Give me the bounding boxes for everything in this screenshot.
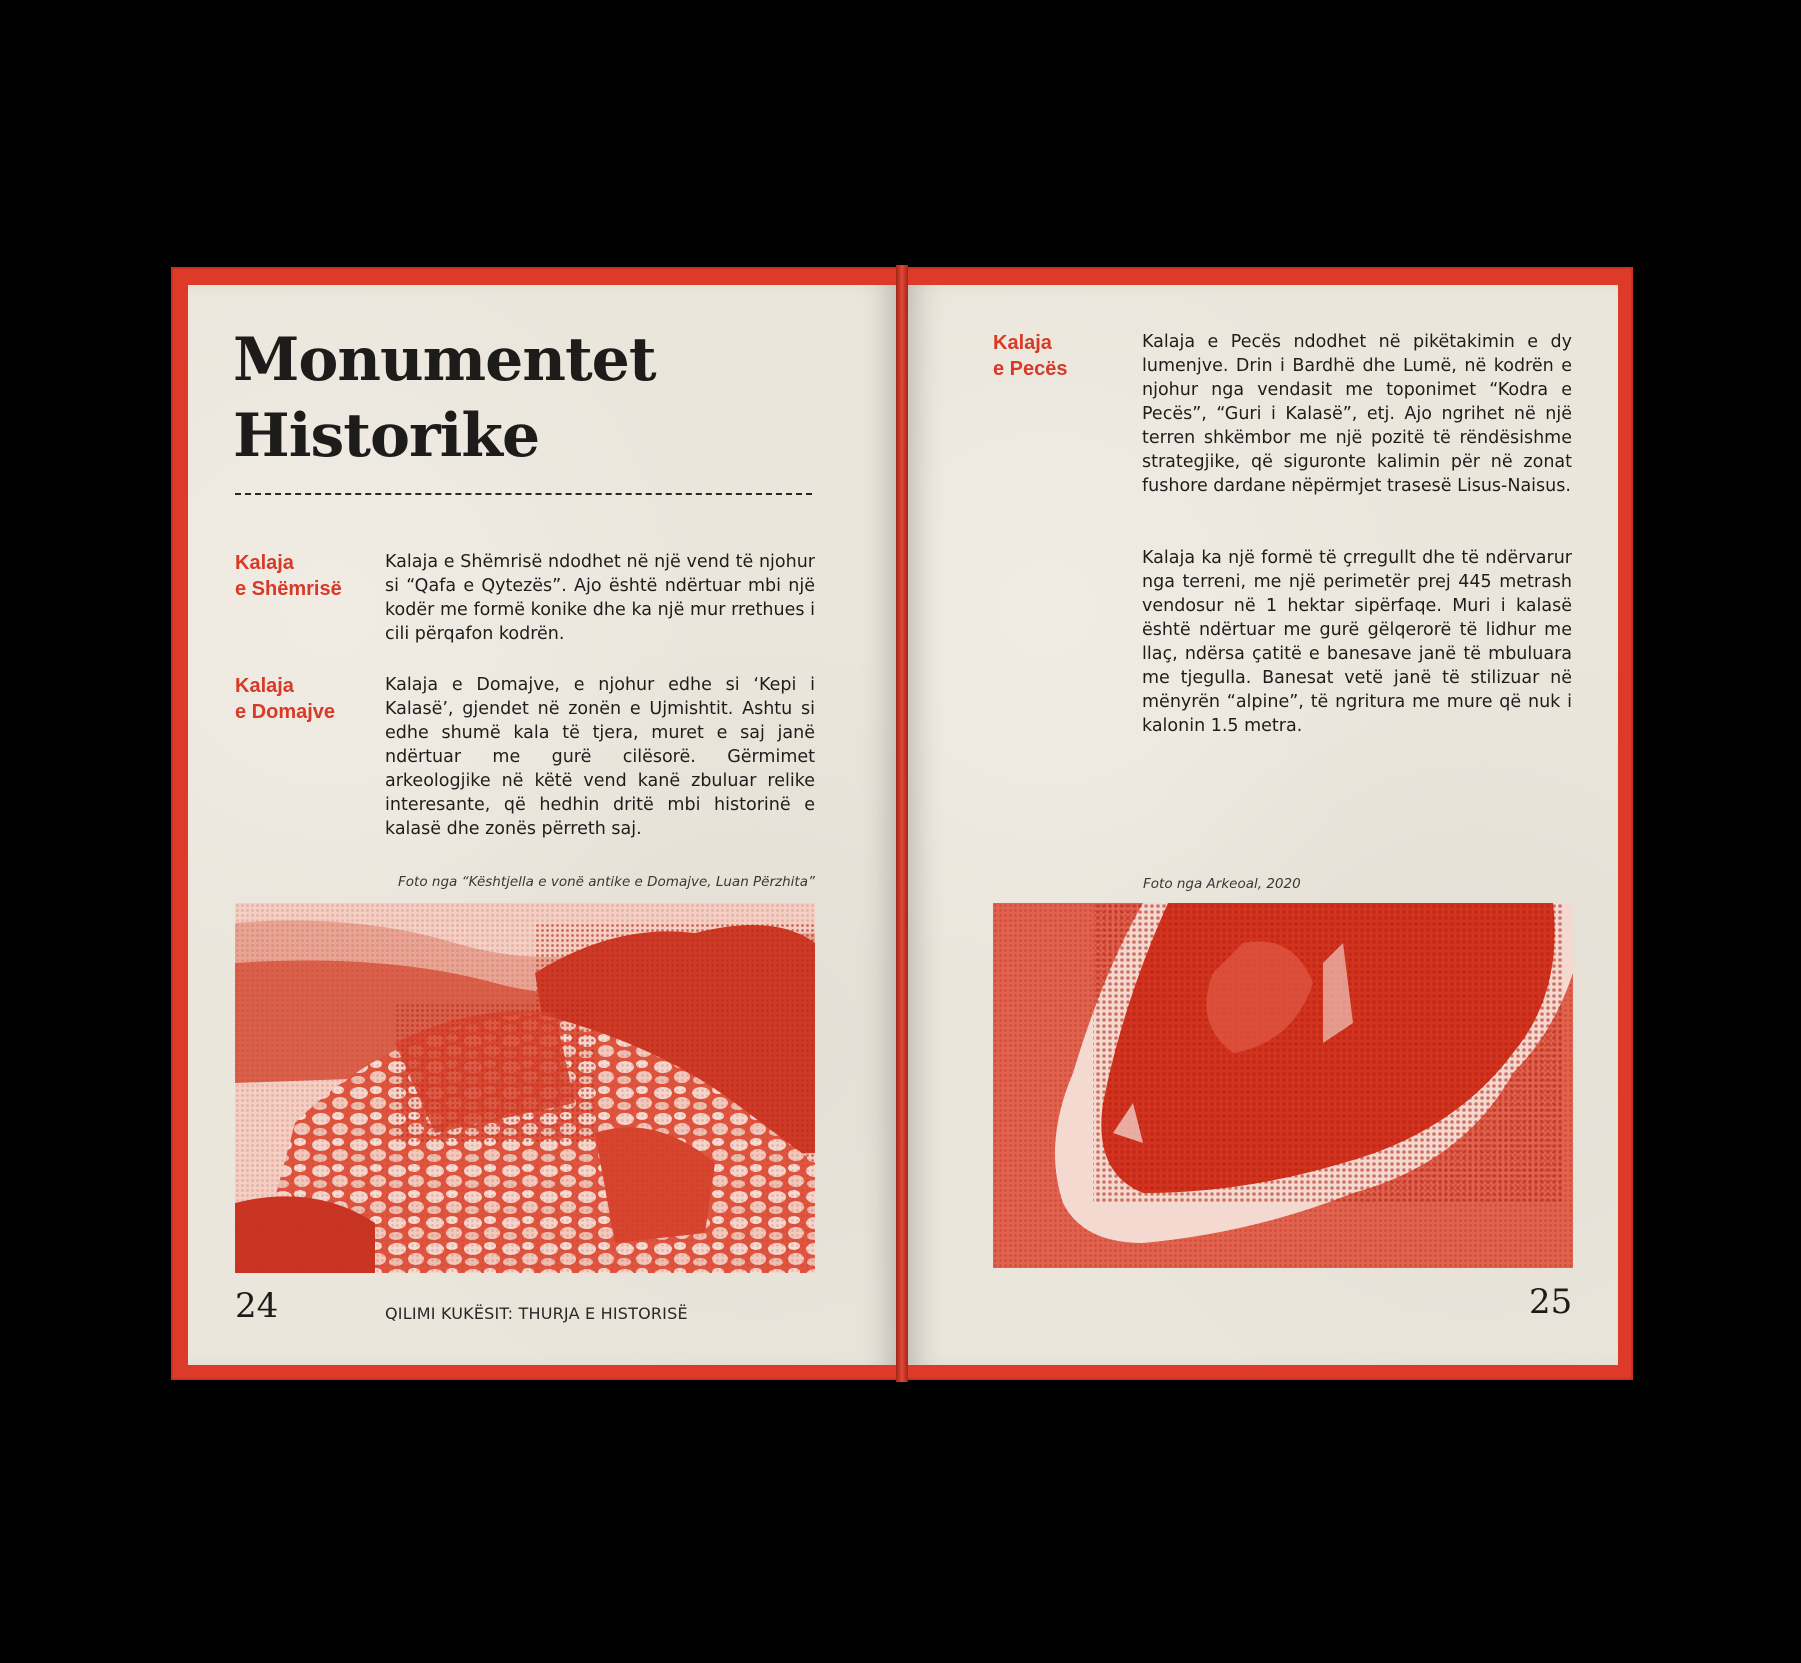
title-line-1: Monumentet xyxy=(233,325,656,395)
ruins-illustration xyxy=(235,903,815,1273)
section-text-peces-1: Kalaja e Pecës ndodhet në pikëtakimin e dy lumenjve. Drin i Bardhë dhe Lumë, në kodrën e njohur nga vendasit me toponimet “Kodra e Pecës”, “Guri i Kalasë”, etj. Ajo ngrihet në një terren shkëmbor me një pozitë të rëndësishme strategjike, që siguronte kalimin për në zonat fushore dardane nëpërmjet trasesë Lisus-Naisus. xyxy=(1142,332,1572,496)
page-number-right: 25 xyxy=(1529,1282,1573,1322)
aerial-hill-illustration xyxy=(993,903,1573,1268)
title-line-2: Historike xyxy=(233,401,540,471)
running-title: QILIMI KUKËSIT: THURJA E HISTORISË xyxy=(385,1304,688,1323)
section-heading-peces: Kalaja e Pecës xyxy=(993,332,1068,380)
section-heading-shemrise: Kalaja e Shëmrisë xyxy=(235,552,342,600)
photo-caption-left: Foto nga “Kështjella e vonë antike e Domajve, Luan Përzhita” xyxy=(398,874,815,890)
photo-domajve-ruins xyxy=(235,903,815,1273)
photo-caption-right: Foto nga Arkeoal, 2020 xyxy=(1143,876,1301,892)
photo-peces-aerial xyxy=(993,903,1573,1268)
section-text-domajve: Kalaja e Domajve, e njohur edhe si ‘Kepi i Kalasë’, gjendet në zonën e Ujmishtit. Ashtu si edhe shumë kala të tjera, muret e saj janë ndërtuar me gurë cilësorë. Gërmimet arkeologjike në këtë vend kanë zbuluar relike interesante, që hedhin dritë mbi historinë e kalasë dhe zonës përreth saj. xyxy=(385,675,815,839)
section-text-peces-2: Kalaja ka një formë të çrregullt dhe të ndërvarur nga terreni, me një perimetër prej 445 metrash vendosur në 1 hektar sipërfaqe. Muri i kalasë është ndërtuar me gurë gëlqerorë të lidhur me llaç, ndërsa çatitë e banesave janë të mbuluara me tjegulla. Banesat vetë janë të stilizuar në mënyrën “alpine”, të ngritura me mure që nuk i kalonin 1.5 metra. xyxy=(1142,548,1572,736)
dashed-divider xyxy=(235,493,812,495)
book-spine xyxy=(896,265,908,1382)
section-text-shemrise: Kalaja e Shëmrisë ndodhet në një vend të njohur si “Qafa e Qytezës”. Ajo është ndërtuar mbi një kodër me formë konike dhe ka një mur rrethues i cili përqafon kodrën. xyxy=(385,552,815,644)
page-title xyxy=(233,322,833,474)
page-number-left: 24 xyxy=(235,1286,279,1326)
section-heading-domajve: Kalaja e Domajve xyxy=(235,675,336,723)
